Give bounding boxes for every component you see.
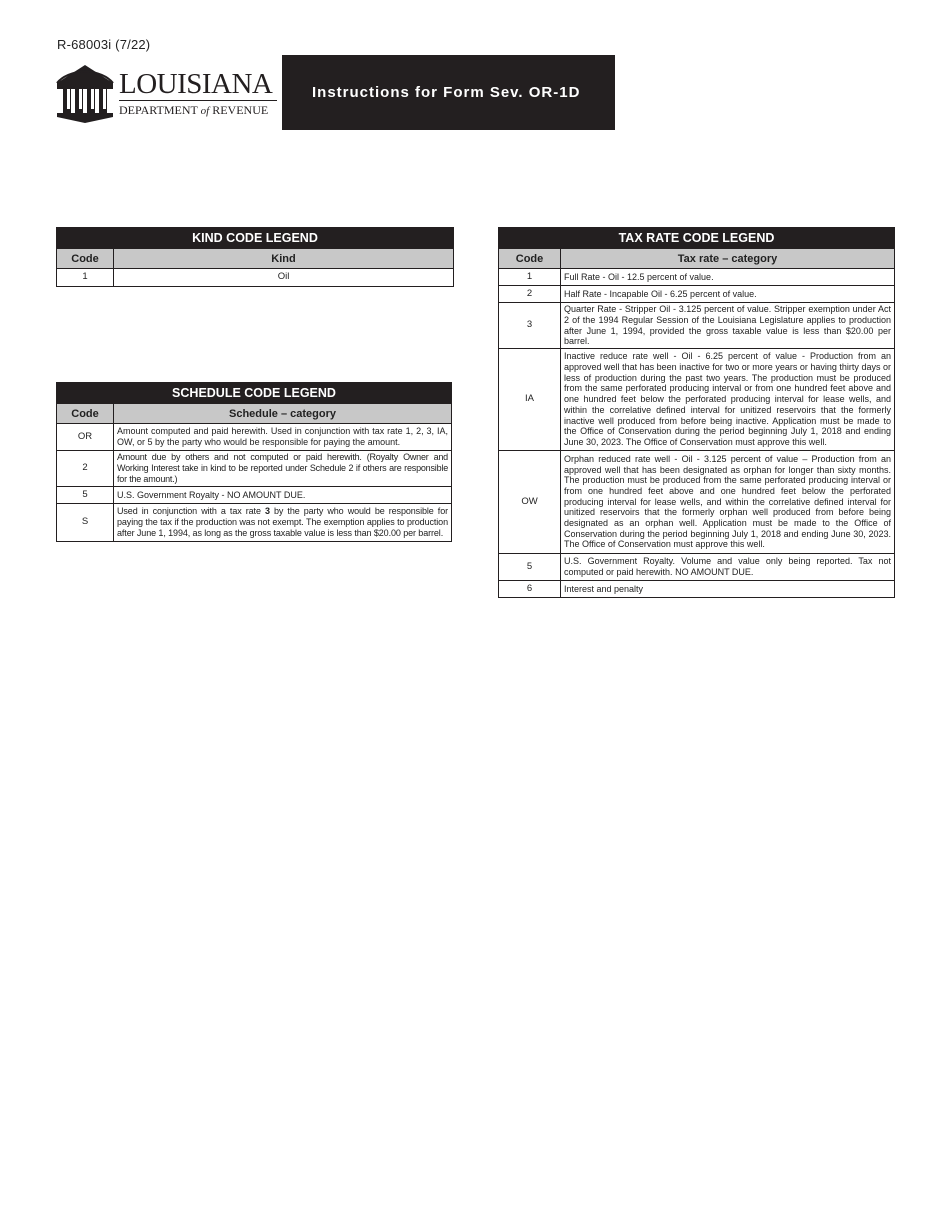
table-row bbox=[499, 451, 895, 554]
logo-state-name: LOUISIANA bbox=[119, 68, 273, 100]
table-row bbox=[57, 487, 452, 504]
tax-rate-code-legend-table bbox=[498, 227, 895, 598]
description-cell: U.S. Government Royalty - NO AMOUNT DUE. bbox=[114, 487, 452, 504]
code-cell: 2 bbox=[499, 286, 561, 303]
table-row bbox=[57, 424, 452, 451]
kind-code-legend-table bbox=[56, 227, 454, 287]
form-number: R-68003i (7/22) bbox=[57, 37, 151, 52]
table-row bbox=[499, 581, 895, 598]
column-header-code: Code bbox=[499, 249, 561, 269]
document-title: Instructions for Form Sev. OR-1D bbox=[312, 84, 581, 101]
code-cell: 2 bbox=[57, 451, 114, 487]
code-cell: OR bbox=[57, 424, 114, 451]
logo-divider bbox=[119, 100, 277, 101]
description-cell: Full Rate - Oil - 12.5 percent of value. bbox=[561, 269, 895, 286]
table-row bbox=[499, 286, 895, 303]
table-row bbox=[57, 451, 452, 487]
column-header-tax-rate: Tax rate – category bbox=[561, 249, 895, 269]
description-cell: Oil bbox=[114, 269, 454, 287]
description-cell: Half Rate - Incapable Oil - 6.25 percent of value. bbox=[561, 286, 895, 303]
table-row bbox=[499, 303, 895, 349]
column-header-schedule: Schedule – category bbox=[114, 404, 452, 424]
schedule-code-legend-table bbox=[56, 382, 452, 542]
table-row bbox=[499, 554, 895, 581]
table-title: TAX RATE CODE LEGEND bbox=[499, 228, 895, 249]
description-cell: Used in conjunction with a tax rate 3 by the party who would be responsible for paying the tax if the production was not exempt. The exemption applies to production after June 1, 1994, as long as the gross taxable value is less than $20.00 per barrel. bbox=[114, 504, 452, 542]
description-cell: Interest and penalty bbox=[561, 581, 895, 598]
code-cell: S bbox=[57, 504, 114, 542]
column-header-kind: Kind bbox=[114, 249, 454, 269]
description-cell: Amount computed and paid herewith. Used in conjunction with tax rate 1, 2, 3, IA, OW, or 5 by the party who would be responsible for paying the amount. bbox=[114, 424, 452, 451]
table-title: SCHEDULE CODE LEGEND bbox=[57, 383, 452, 404]
code-cell: OW bbox=[499, 451, 561, 554]
table-title: KIND CODE LEGEND bbox=[57, 228, 454, 249]
code-cell: 6 bbox=[499, 581, 561, 598]
description-cell: Inactive reduce rate well - Oil - 6.25 percent of value - Production from an approved well that has been inactive for two or more years or having thirty days or less of production during the past two years. The production must be produced from the same perforated producing interval or from one hundred feet above and one hundred feet below the perforated producing interval for lease wells, and within the correlative defined interval for unitized reservoirs that the formerly inactive well produced from before being inactive. Application must be made to the Office of Conservation during the period beginning July 1, 2018 and ending June 30, 2023. The Office of Conservation must approve this well. bbox=[561, 349, 895, 451]
capitol-emblem-icon bbox=[55, 63, 115, 123]
logo-wordmark bbox=[119, 69, 277, 118]
code-cell: 5 bbox=[499, 554, 561, 581]
code-cell: 3 bbox=[499, 303, 561, 349]
table-row bbox=[57, 269, 454, 287]
code-cell: IA bbox=[499, 349, 561, 451]
description-cell: Amount due by others and not computed or paid herewith. (Royalty Owner and Working Interest take in kind to be reported under Schedule 2 if others are responsible for the amount.) bbox=[114, 451, 452, 487]
table-row bbox=[499, 269, 895, 286]
logo-department-name: DEPARTMENT of REVENUE bbox=[119, 103, 269, 117]
code-cell: 1 bbox=[499, 269, 561, 286]
description-cell: Quarter Rate - Stripper Oil - 3.125 percent of value. Stripper exemption under Act 2 of the 1994 Regular Session of the Louisiana Legislature applies to production after June 1, 1994, provided the gross taxable value is less than $20.00 per barrel. bbox=[561, 303, 895, 349]
table-row bbox=[57, 504, 452, 542]
agency-logo bbox=[55, 55, 282, 130]
code-cell: 1 bbox=[57, 269, 114, 287]
document-header bbox=[55, 55, 615, 130]
description-cell: Orphan reduced rate well - Oil - 3.125 percent of value – Production from an approved well that has been designated as orphan for longer than sixty months. The production must be produced from the same perforated producing interval or from one hundred feet above and one hundred feet below the perforated producing interval for lease wells, and within the correlative defined interval for unitized reservoirs that the formerly orphan well produced from before being designated as an orphan well. Application must be made to the Office of Conservation during the period beginning July 1, 2018 and ending June 30, 2023. The Office of Conservation must approve this well. bbox=[561, 451, 895, 554]
column-header-code: Code bbox=[57, 404, 114, 424]
column-header-code: Code bbox=[57, 249, 114, 269]
table-row bbox=[499, 349, 895, 451]
code-cell: 5 bbox=[57, 487, 114, 504]
description-cell: U.S. Government Royalty. Volume and value only being reported. Tax not computed or paid herewith. NO AMOUNT DUE. bbox=[561, 554, 895, 581]
